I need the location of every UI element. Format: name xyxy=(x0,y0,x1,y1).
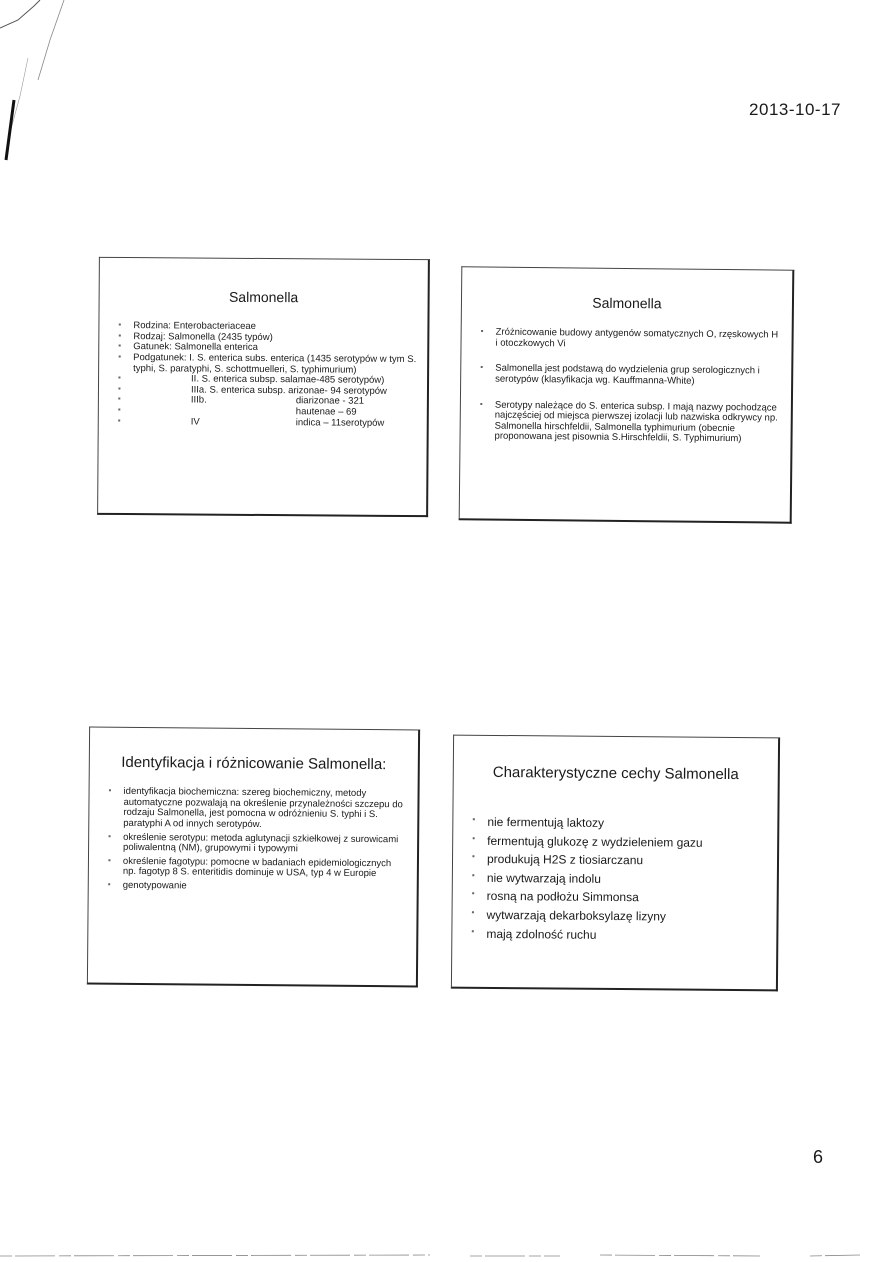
list-item: ▪ produkują H2S z tiosiarczanu xyxy=(472,851,644,868)
bullet-icon: ▪ xyxy=(471,870,475,880)
list-item: ▪ Podgatunek: I. S. enterica subs. enterica (1435 serotypów w tym S. typhi, S. paratyphi, S. schottmuelleri, S. typhimurium) xyxy=(118,351,417,376)
list-item: ▪ IIIa. S. enterica subsp. arizonae- 94 serotypów xyxy=(117,383,387,397)
list-item: ▪ rosną na podłożu Simmonsa xyxy=(471,889,639,905)
list-item: ▪ Gatunek: Salmonella enterica xyxy=(118,341,258,354)
bullet-icon: ▪ xyxy=(118,341,122,351)
slide-identification xyxy=(87,727,420,988)
list-item: ▪ nie fermentują laktozy xyxy=(472,814,605,830)
bullet-list xyxy=(99,321,428,430)
bullet-icon: ▪ xyxy=(118,330,122,340)
list-item: ▪ Zróżnicowanie budowy antygenów somatycznych O, rzęskowych H i otoczkowych Vi xyxy=(480,326,779,349)
bullet-list xyxy=(452,815,777,945)
slide-characteristics xyxy=(451,735,780,992)
list-item: ▪ określenie serotypu: metoda aglutynacji szkiełkowej z surowicami poliwalentną (NM), grupowymi i typowymi xyxy=(108,831,399,855)
bullet-icon: ▪ xyxy=(471,907,475,917)
slide-title: Identyfikacja i różnicowanie Salmonella: xyxy=(121,753,387,774)
bullet-icon: ▪ xyxy=(472,814,476,824)
list-item: ▪ II. S. enterica subsp. salamae-485 serotypów) xyxy=(118,373,385,386)
list-item: ▪ mają zdolność ruchu xyxy=(471,926,597,942)
list-item: ▪ fermentują glukozę z wydzieleniem gazu xyxy=(472,833,703,850)
bullet-icon: ▪ xyxy=(479,398,483,408)
bullet-icon: ▪ xyxy=(480,362,484,372)
list-item: ▪ Salmonella jest podstawą do wydzielenia grup serologicznych i serotypów (klasyfikacja wg. Kauffmanna-White) xyxy=(480,362,760,387)
list-item: ▪ IV indica – 11serotypów xyxy=(117,415,385,429)
scan-bottom-edge xyxy=(0,1252,893,1260)
slide-salmonella-taxonomy xyxy=(97,257,430,517)
bullet-icon: ▪ xyxy=(117,394,121,404)
bullet-icon: ▪ xyxy=(472,851,475,861)
list-item: ▪ określenie fagotypu: pomocne w badaniach epidemiologicznych np. fagotyp 8 S. enteritidis dominuje w USA, typ 4 w Europie xyxy=(107,855,392,880)
list-item: ▪ Rodzaj: Salmonella (2435 typów) xyxy=(118,330,273,343)
bullet-icon: ▪ xyxy=(107,855,111,865)
list-item: ▪ IIIb. diarizonae - 321 xyxy=(117,394,365,408)
bullet-icon: ▪ xyxy=(480,326,484,336)
bullet-icon: ▪ xyxy=(117,404,121,415)
slide-salmonella-antigens xyxy=(459,266,795,523)
bullet-icon: ▪ xyxy=(108,831,112,841)
list-item: ▪ genotypowanie xyxy=(107,879,187,892)
bullet-icon: ▪ xyxy=(117,415,121,425)
list-item: ▪ hautenae – 69 xyxy=(117,404,357,418)
bullet-icon: ▪ xyxy=(108,785,112,795)
scan-edge-marks xyxy=(0,0,80,170)
list-item: ▪ nie wytwarzają indolu xyxy=(471,870,601,886)
bullet-icon: ▪ xyxy=(107,879,111,889)
bullet-icon: ▪ xyxy=(118,319,122,330)
bullet-icon: ▪ xyxy=(472,833,476,843)
list-item: ▪ wytwarzają dekarboksylazę lizyny xyxy=(471,907,667,924)
document-date: 2013-10-17 xyxy=(749,100,841,119)
list-item: ▪ Rodzina: Enterobacteriaceae xyxy=(118,319,256,332)
bullet-icon: ▪ xyxy=(471,889,475,899)
list-item: ▪ identyfikacja biochemiczna: szereg biochemiczny, metody automatyczne pozwalają na określenie przynależności szczepu do rodzaju Salmonella, jest pomocna w odróżnieniu S. typhi i S. paratyphi A od innych serotypów. xyxy=(108,785,403,830)
bullet-icon: ▪ xyxy=(118,351,122,361)
bullet-icon: ▪ xyxy=(118,373,121,383)
list-item: ▪ Serotypy należące do S. enterica subsp. I mają nazwy pochodzące najczęściej od miejsca pierwszej izolacji lub nazwiska odkrywcy np. Salmonella hirschfeldii, Salmonella typhimurium (obecnie proponowana jest pisownia S.Hirschfeldii, S. Typhimurium) xyxy=(479,398,778,445)
bullet-icon: ▪ xyxy=(471,926,475,936)
slide-title: Salmonella xyxy=(592,294,662,312)
bullet-list xyxy=(460,327,791,445)
slide-title: Salmonella xyxy=(228,288,299,306)
page-number: 6 xyxy=(812,1147,823,1167)
bullet-icon: ▪ xyxy=(117,383,121,393)
bullet-list xyxy=(89,787,418,894)
slide-title: Charakterystyczne cechy Salmonella xyxy=(492,763,739,784)
